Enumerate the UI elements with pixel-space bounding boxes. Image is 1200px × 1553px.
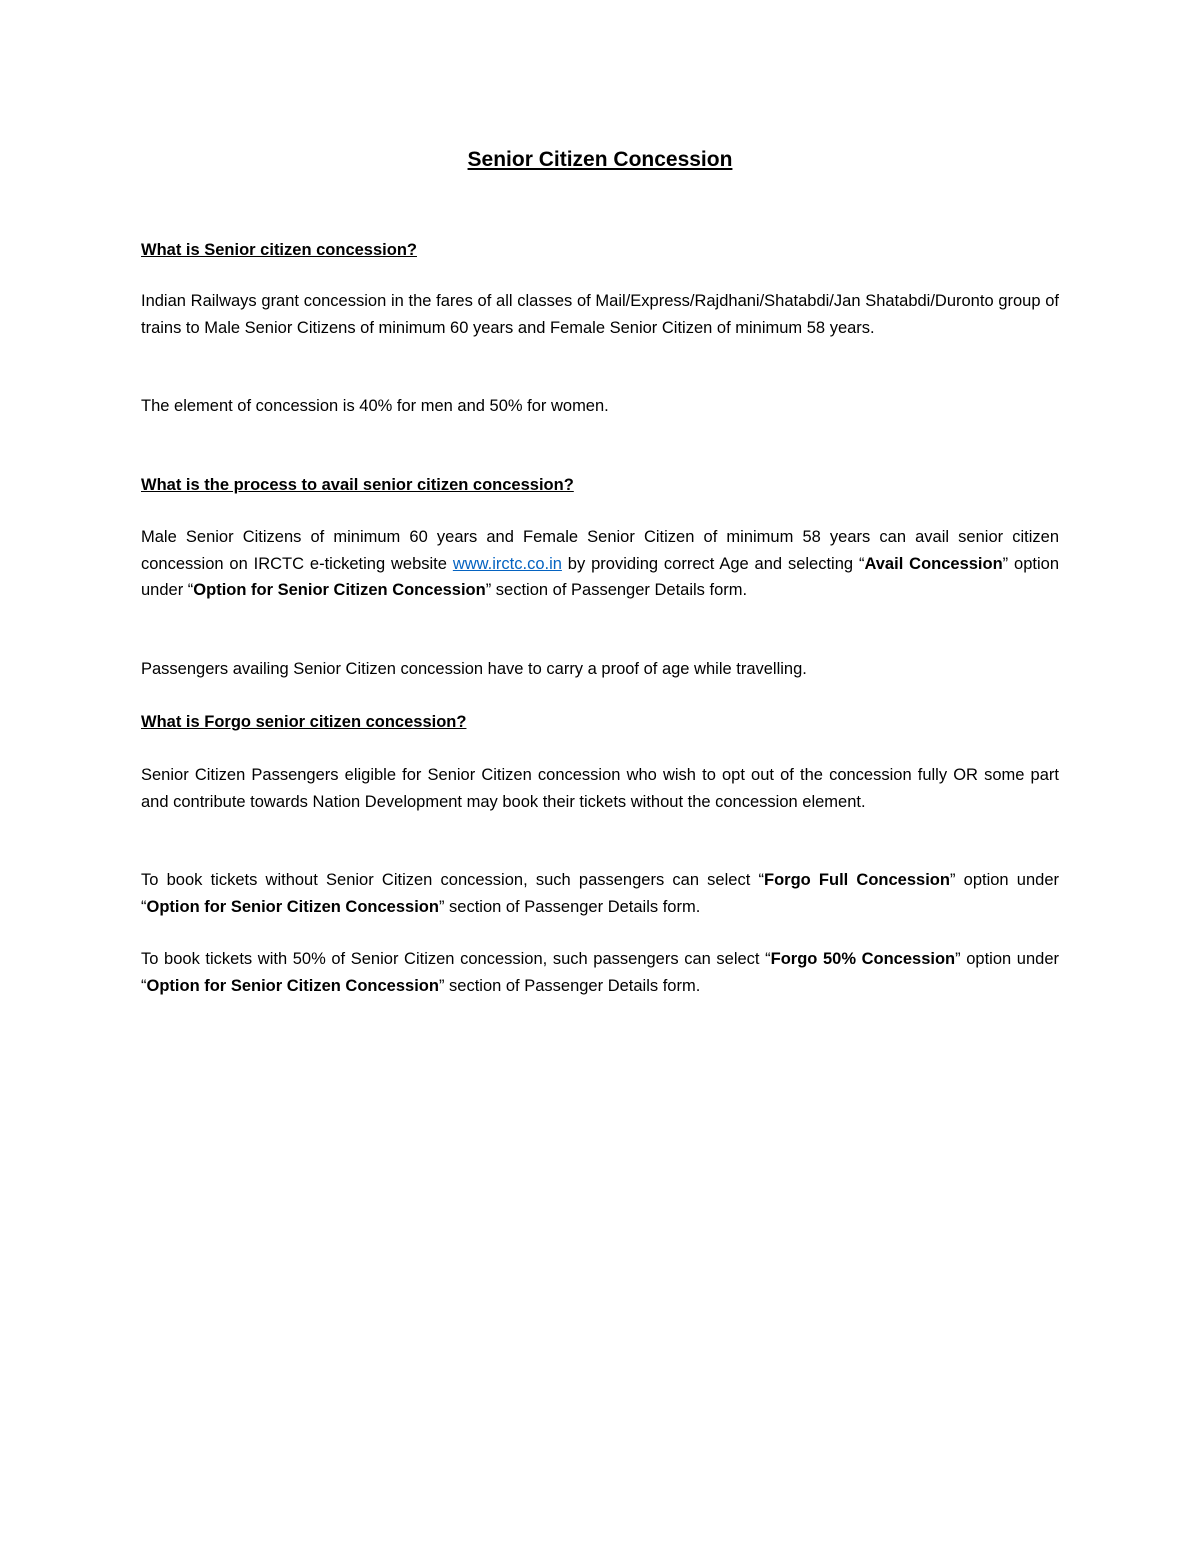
irctc-website-link[interactable]: www.irctc.co.in [452, 554, 562, 573]
text-span: ” section of Passenger Details form. [438, 976, 701, 995]
paragraph-proof-of-age: Passengers availing Senior Citizen concession have to carry a proof of age while travelling. [141, 660, 807, 678]
text-span: ” option under “ [141, 871, 1059, 916]
paragraph-concession-eligibility: Indian Railways grant concession in the fares of all classes of Mail/Express/Rajdhani/Shatabdi/Jan Shatabdi/Duronto group of trains to Male Senior Citizens of minimum 60 years and Female Senior Citizen of minimum 58 years. [141, 292, 1059, 337]
text-span: ” option under “ [141, 554, 1059, 599]
paragraph-forgo-full [141, 867, 1059, 920]
section-heading-forgo-concession: What is Forgo senior citizen concession? [141, 713, 467, 731]
bold-option-section-name: Option for Senior Citizen Concession [193, 581, 486, 599]
paragraph-forgo-half [141, 946, 1059, 999]
text-span: by providing correct Age and selecting “ [561, 554, 865, 573]
bold-option-forgo-full: Forgo Full Concession [763, 871, 950, 889]
text-span: To book tickets with 50% of Senior Citizen concession, such passengers can select “ [141, 950, 771, 968]
text-span: ” option under “ [141, 950, 1059, 995]
bold-option-section-name: Option for Senior Citizen Concession [146, 976, 439, 995]
section-heading-what-is-concession: What is Senior citizen concession? [141, 241, 417, 259]
paragraph-concession-element: The element of concession is 40% for men and 50% for women. [141, 397, 609, 415]
bold-option-section-name: Option for Senior Citizen Concession [146, 897, 439, 916]
paragraph-forgo-description: Senior Citizen Passengers eligible for Senior Citizen concession who wish to opt out of the concession fully OR some part and contribute towards Nation Development may book their tickets without the concession element. [141, 766, 1059, 811]
document-title: Senior Citizen Concession [467, 148, 733, 171]
text-span: ” section of Passenger Details form. [485, 581, 748, 599]
text-span: To book tickets without Senior Citizen concession, such passengers can select “ [141, 871, 764, 889]
bold-option-avail-concession: Avail Concession [864, 554, 1003, 573]
text-span: Male Senior Citizens of minimum 60 years and Female Senior Citizen of minimum 58 years can avail senior citizen concession on IRCTC e-ticketing website [141, 528, 1059, 573]
section-heading-avail-process: What is the process to avail senior citizen concession? [141, 476, 574, 494]
paragraph-avail-process [141, 524, 1059, 604]
bold-option-forgo-50: Forgo 50% Concession [770, 950, 956, 968]
text-span: ” section of Passenger Details form. [438, 897, 701, 916]
